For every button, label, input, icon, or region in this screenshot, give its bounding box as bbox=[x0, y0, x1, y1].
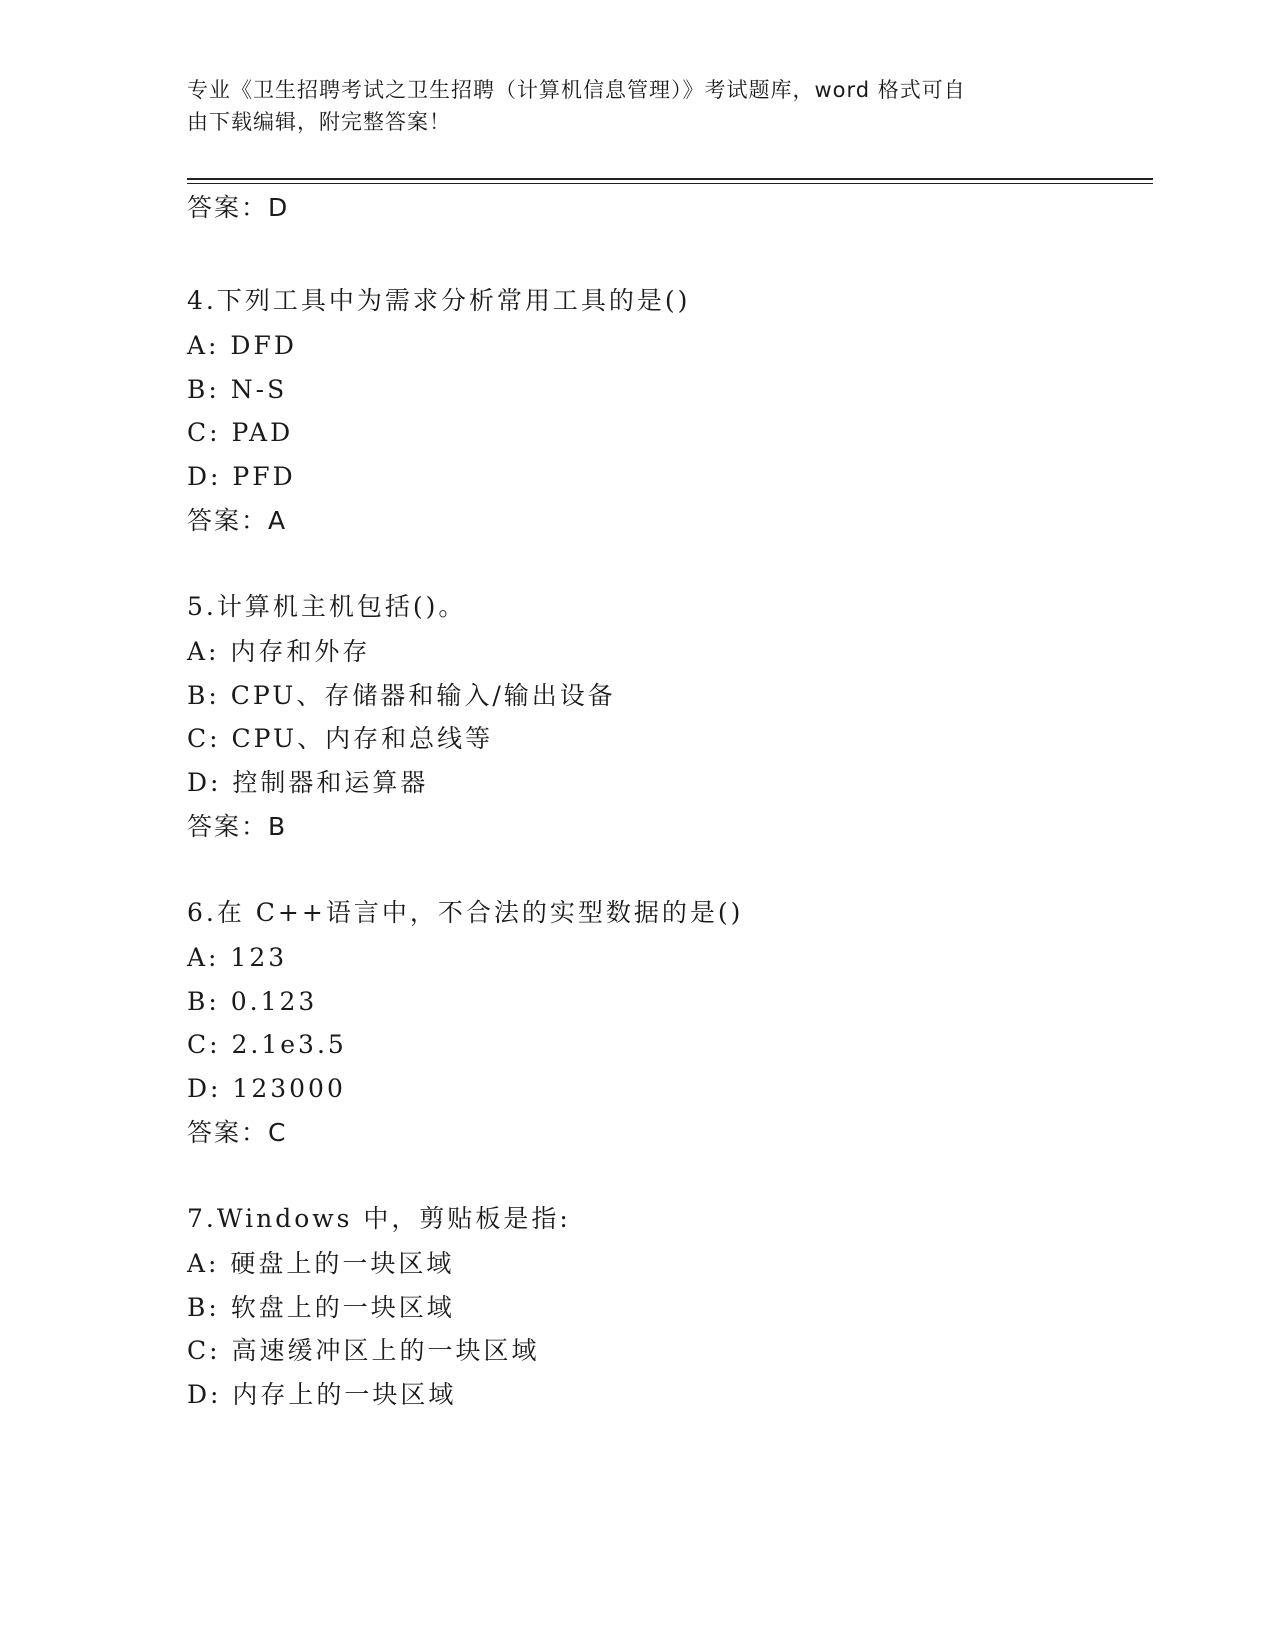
header-line-1: 专业《卫生招聘考试之卫生招聘（计算机信息管理）》考试题库，word 格式可自 bbox=[187, 78, 966, 102]
answer-line: 答案：B bbox=[187, 812, 288, 841]
question-stem: 6.在 C++语言中，不合法的实型数据的是() bbox=[187, 898, 744, 927]
option-a: A: 内存和外存 bbox=[187, 637, 371, 666]
option-d: D: 内存上的一块区域 bbox=[187, 1380, 457, 1409]
option-a: A: 123 bbox=[187, 943, 288, 972]
option-c: C: CPU、内存和总线等 bbox=[187, 724, 494, 753]
option-b: B: 0.123 bbox=[187, 987, 318, 1016]
answer-line: 答案：C bbox=[187, 1118, 288, 1147]
header-divider-thick bbox=[187, 178, 1153, 180]
answer-line: 答案：D bbox=[187, 193, 290, 222]
question-stem: 5.计算机主机包括()。 bbox=[187, 592, 467, 621]
document-header bbox=[187, 74, 1067, 138]
option-b: B: N-S bbox=[187, 375, 288, 404]
question-stem: 4.下列工具中为需求分析常用工具的是() bbox=[187, 286, 691, 315]
option-a: A: 硬盘上的一块区域 bbox=[187, 1249, 455, 1278]
header-divider-thin bbox=[187, 183, 1153, 184]
option-d: D: 123000 bbox=[187, 1074, 346, 1103]
option-b: B: CPU、存储器和输入/输出设备 bbox=[187, 681, 616, 710]
option-c: C: 2.1e3.5 bbox=[187, 1030, 347, 1059]
option-b: B: 软盘上的一块区域 bbox=[187, 1293, 455, 1322]
option-c: C: 高速缓冲区上的一块区域 bbox=[187, 1336, 540, 1365]
option-d: D: PFD bbox=[187, 462, 296, 491]
option-a: A: DFD bbox=[187, 331, 297, 360]
question-stem: 7.Windows 中，剪贴板是指: bbox=[187, 1204, 571, 1233]
option-c: C: PAD bbox=[187, 418, 294, 447]
answer-line: 答案：A bbox=[187, 506, 288, 535]
header-line-2: 由下载编辑，附完整答案！ bbox=[187, 110, 451, 134]
option-d: D: 控制器和运算器 bbox=[187, 768, 429, 797]
